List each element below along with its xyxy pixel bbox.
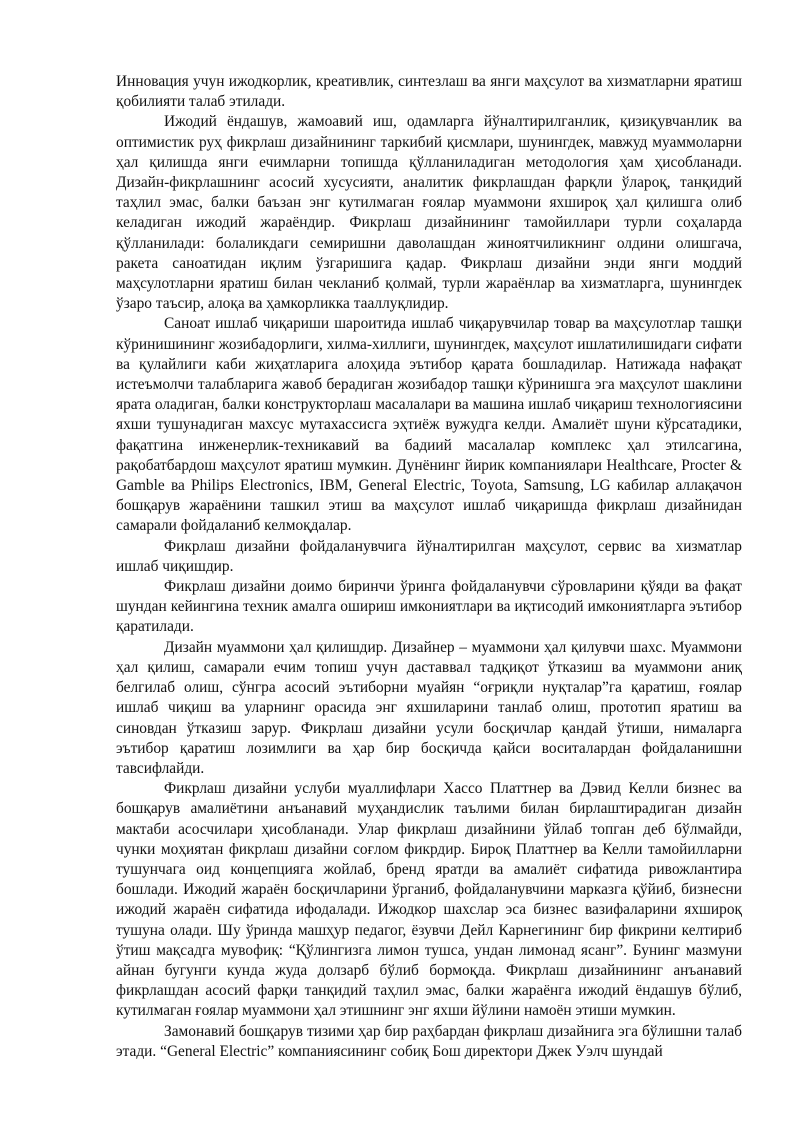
- paragraph-design-problem-solving: Дизайн муаммони ҳал қилишдир. Дизайнер – муаммони ҳал қилувчи шахс. Муаммони ҳал қилиш, самарали ечим топиш учун даставвал тадқиқот ўтказиш ва муаммони аниқ белгилаб олиш, сўнгра асосий эътиборни муайян “оғриқли нуқталар”га қаратиш, ғоялар ишлаб чиқиш ва уларнинг орасида энг яхшиларини танлаб олиш, прототип яратиш ва синовдан ўтказиш зарур. Фикрлаш дизайни усули босқичлар қандай ўтиши, нималарга эътибор қаратиш лозимлиги ва ҳар бир босқичда қайси воситалардан фойдаланишни тавсифлайди.: [116, 638, 742, 777]
- paragraph-modern-management: Замонавий бошқарув тизими ҳар бир раҳбардан фикрлаш дизайнига эга бўлишни талаб этади. “General Electric” компаниясининг собиқ Бош директори Джек Уэлч шундай: [116, 1022, 742, 1060]
- paragraph-innovation: Инновация учун ижодкорлик, креативлик, синтезлаш ва янги маҳсулот ва хизматларни яратиш қобилияти талаб этилади.: [116, 73, 742, 111]
- paragraph-creative-approach: Ижодий ёндашув, жамоавий иш, одамларга йўналтирилганлик, қизиқувчанлик ва оптимистик руҳ фикрлаш дизайнининг таркибий қисмлари, шунингдек, мавжуд муаммоларни ҳал қилишда янги ечимларни топишда қўлланиладиган методология ҳам ҳисобланади. Дизайн-фикрлашнинг асосий хусусияти, аналитик фикрлашдан фарқли ўлароқ, танқидий таҳлил эмас, балки баъзан энг кутилмаган ғоялар муаммони яхшироқ ҳал қилишга олиб келадиган ижодий жараёндир. Фикрлаш дизайнининг тамойиллари турли соҳаларда қўлланилади: болаликдаги семиришни даволашдан жиноятчиликнинг олдини олишгача, ракета саноатидан иқлим ўзгаришига қадар. Фикрлаш дизайни энди янги моддий маҳсулотларни яратиш билан чекланиб қолмай, турли жараёнлар ва хизматларга, шунингдек ўзаро таъсир, алоқа ва ҳамкорликка тааллуқлидир.: [116, 113, 742, 313]
- paragraph-user-first: Фикрлаш дизайни доимо биринчи ўринга фойдаланувчи сўровларини қўяди ва фақат шундан кейингина техник амалга ошириш имкониятлари ва иқтисодий имкониятларга эътибор қаратилади.: [116, 578, 742, 636]
- paragraph-user-oriented: Фикрлаш дизайни фойдаланувчига йўналтирилган маҳсулот, сервис ва хизматлар ишлаб чиқишдир.: [116, 537, 742, 575]
- document-page: [116, 72, 742, 1062]
- paragraph-method-authors: Фикрлаш дизайни услуби муаллифлари Хассо Платтнер ва Дэвид Келли бизнес ва бошқарув амалиётини анъанавий муҳандислик таълими билан бирлаштирадиган дизайн мактаби асосчилари ҳисобланади. Улар фикрлаш дизайнини ўйлаб топган деб бўлмайди, чунки моҳиятан фикрлаш дизайни соғлом фикрдир. Бироқ Платтнер ва Келли тамойилларни тушунчага оид концепцияга жойлаб, бренд яратди ва амалиёт сифатида ривожлантира бошлади. Ижодий жараён босқичларини ўрганиб, фойдаланувчини марказга қўйиб, бизнесни ижодий жараён сифатида ифодалади. Ижодкор шахслар эса бизнес вазифаларини яхшироқ тушуна олади. Шу ўринда машҳур педагог, ёзувчи Дейл Карнегининг бир фикрини келтириб ўтиш мақсадга мувофиқ: “Қўлингизга лимон тушса, ундан лимонад ясанг”. Бунинг мазмуни айнан бугунги кунда жуда долзарб бўлиб бормоқда. Фикрлаш дизайнининг анъанавий фикрлашдан асосий фарқи танқидий таҳлил эмас, балки жараёнга ижодий ёндашув бўлиб, кутилмаган ғоялар муаммони ҳал этишнинг энг яхши йўлини намоён этиши мумкин.: [116, 780, 742, 1020]
- paragraph-industrial-production: Саноат ишлаб чиқариши шароитида ишлаб чиқарувчилар товар ва маҳсулотлар ташқи кўринишининг жозибадорлиги, хилма-хиллиги, шунингдек, маҳсулот ишлатилишидаги сифати ва қулайлиги каби жиҳатларига алоҳида эътибор қарата бошладилар. Натижада нафақат истеъмолчи талабларига жавоб берадиган жозибадор ташқи кўринишга эга маҳсулот шаклини ярата оладиган, балки конструкторлаш масалалари ва машина ишлаб чиқариш технологиясини яхши тушунадиган махсус мутахассисга эҳтиёж вужудга келди. Амалиёт шуни кўрсатадики, фақатгина инженерлик-техникавий ва бадиий масалалар комплекс ҳал этилсагина, рақобатбардош маҳсулот яратиш мумкин. Дунёнинг йирик компаниялари Healthcare, Procter & Gamble ва Philips Electronics, IBM, General Electric, Toyota, Samsung, LG кабилар аллақачон бошқарув жараёнини ташкил этиш ва маҳсулот ишлаб чиқаришда фикрлаш дизайнидан самарали фойдаланиб келмоқдалар.: [116, 315, 742, 535]
